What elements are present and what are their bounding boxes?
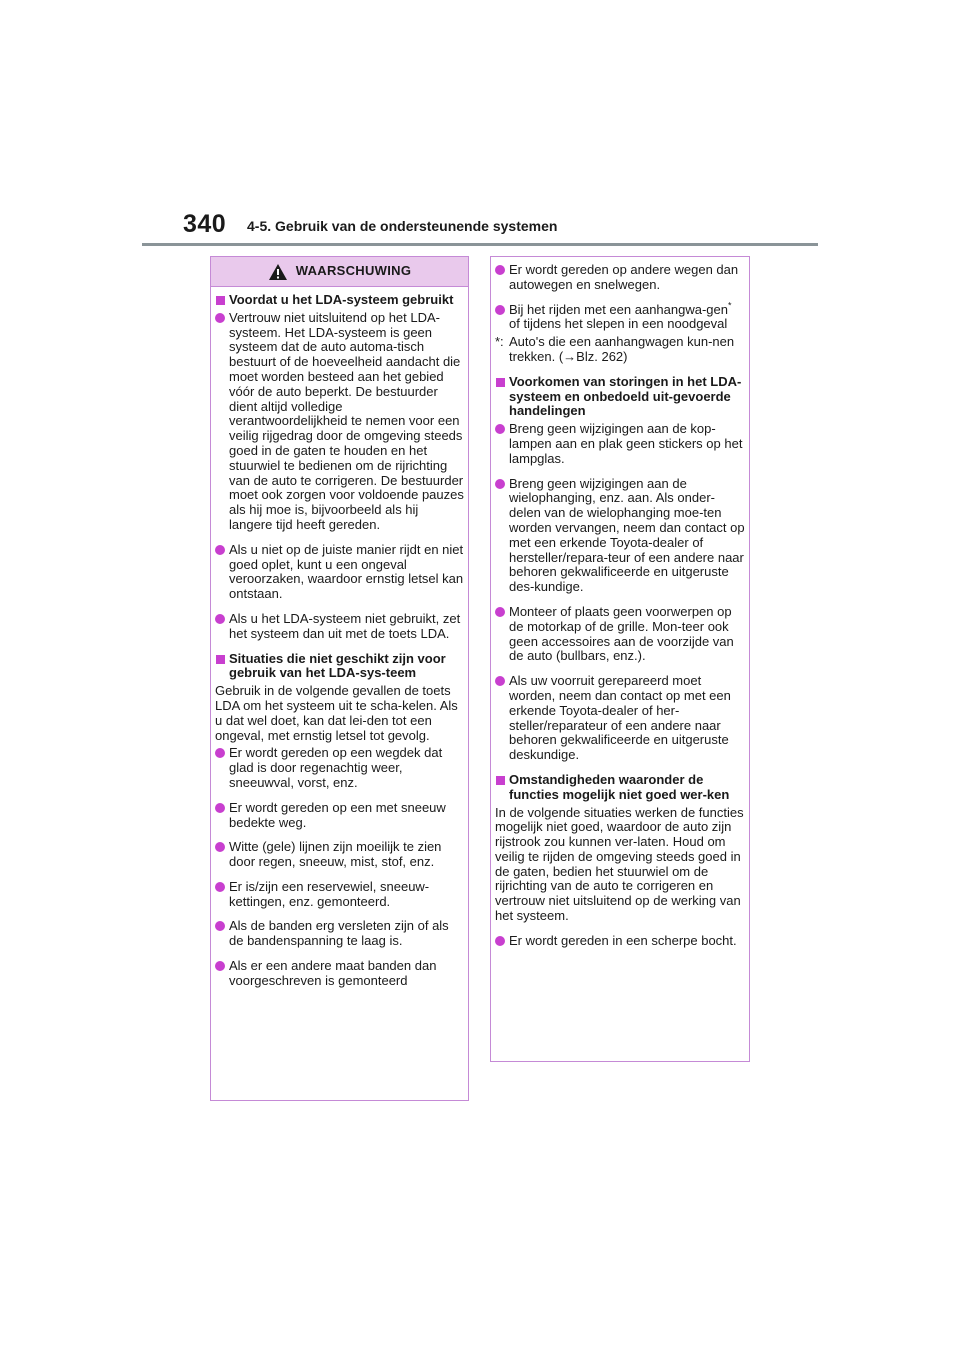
warning-title: WAARSCHUWING xyxy=(295,263,412,279)
bullet-item: Vertrouw niet uitsluitend op het LDA-systeem. Het LDA-systeem is geen systeem dat de auto automa-tisch bestuurt of de hoeveelheid aandacht die moet worden besteed aan het gebied vóór de auto beperkt. De bestuurder dient altijd volledige verantwoordelijkheid te nemen voor een veilig rijgedrag door de omgeving steeds goed in de gaten te houden en het stuurwiel te bedienen om de rijrichting van de auto te corrigeren. De bestuurder moet ook zorgen voor voldoende pauzes als hij moe is, bijvoorbeeld als hij langere tijd heeft gereden. xyxy=(215,311,464,533)
bullet-item: Als u niet op de juiste manier rijdt en niet goed oplet, kunt u een ongeval veroorzaken, waardoor ernstig letsel kan ontstaan. xyxy=(215,543,464,602)
subheading: Voorkomen van storingen in het LDA-systeem en onbedoeld uit-gevoerde handelingen xyxy=(495,375,745,419)
subheading: Voordat u het LDA-systeem gebruikt xyxy=(215,293,464,308)
bullet-item: Als uw voorruit gerepareerd moet worden, neem dan contact op met een erkende Toyota-dealer of her-steller/reparateur of een andere naar behoren gekwalificeerde en uitgeruste deskundige. xyxy=(495,674,745,763)
paragraph: Gebruik in de volgende gevallen de toets LDA om het systeem uit te scha-kelen. Als u dat wel doet, kan dat lei-den tot een ongeval, met ernstig letsel tot gevolg. xyxy=(215,683,458,743)
bullet-text: Bij het rijden met een aanhangwa-gen xyxy=(509,301,728,317)
bullet-item: Er is/zijn een reservewiel, sneeuw-kettingen, enz. gemonteerd. xyxy=(215,880,464,910)
footnote-ref: * xyxy=(727,300,732,311)
bullet-item xyxy=(495,300,745,333)
warning-content-left xyxy=(211,287,468,989)
bullet-item: Breng geen wijzigingen aan de wielophanging, enz. aan. Als onder-delen van de wielophanging moe-ten worden vervangen, neem dan contact op met een erkende Toyota-dealer of hersteller/repara-teur of een andere naar behoren gekwalificeerde en uitgeruste des-kundige. xyxy=(495,477,745,595)
bullet-item: Er wordt gereden op een met sneeuw bedekte weg. xyxy=(215,801,464,831)
subheading: Omstandigheden waaronder de functies mogelijk niet goed wer-ken xyxy=(495,773,745,803)
bullet-text: of tijdens het slepen in een noodgeval xyxy=(509,316,728,332)
footnote-mark: *: xyxy=(495,334,504,350)
bullet-item: Er wordt gereden in een scherpe bocht. xyxy=(495,934,745,949)
paragraph: In de volgende situaties werken de functies mogelijk niet goed, waardoor de auto zijn rijstrook zou kunnen ver-laten. Houd om veilig te rijden de omgeving steeds goed in de gaten, bedien het stuurwiel om de rijrichting van de auto te corrigeren en vertrouw niet uitsluitend op de werking van het systeem. xyxy=(495,804,744,924)
footnote-text: Auto's die een aanhangwagen kun-nen trekken. (→Blz. 262) xyxy=(509,334,735,364)
warning-header xyxy=(211,257,468,287)
section-title: 4-5. Gebruik van de ondersteunende systemen xyxy=(247,218,558,234)
bullet-item: Er wordt gereden op andere wegen dan autowegen en snelwegen. xyxy=(495,263,745,293)
page-number: 340 xyxy=(183,210,227,238)
bullet-item: Er wordt gereden op een wegdek dat glad is door regenachtig weer, sneeuwval, vorst, enz. xyxy=(215,746,464,790)
warning-triangle-icon xyxy=(268,263,288,281)
footnote xyxy=(495,335,745,365)
warning-box-continued xyxy=(490,256,750,1062)
header-rule xyxy=(142,243,818,246)
warning-box xyxy=(210,256,469,1101)
bullet-item: Als u het LDA-systeem niet gebruikt, zet het systeem dan uit met de toets LDA. xyxy=(215,612,464,642)
warning-content-right xyxy=(491,257,749,949)
bullet-item: Als er een andere maat banden dan voorgeschreven is gemonteerd xyxy=(215,959,464,989)
subheading: Situaties die niet geschikt zijn voor gebruik van het LDA-sys-teem xyxy=(215,652,464,682)
bullet-item: Witte (gele) lijnen zijn moeilijk te zien door regen, sneeuw, mist, stof, enz. xyxy=(215,840,464,870)
bullet-item: Monteer of plaats geen voorwerpen op de motorkap of de grille. Mon-teer ook geen accessoires aan de voorzijde van de auto (bullbars, enz.). xyxy=(495,605,745,664)
bullet-item: Als de banden erg versleten zijn of als de bandenspanning te laag is. xyxy=(215,919,464,949)
bullet-item: Breng geen wijzigingen aan de kop-lampen aan en plak geen stickers op het lampglas. xyxy=(495,422,745,466)
